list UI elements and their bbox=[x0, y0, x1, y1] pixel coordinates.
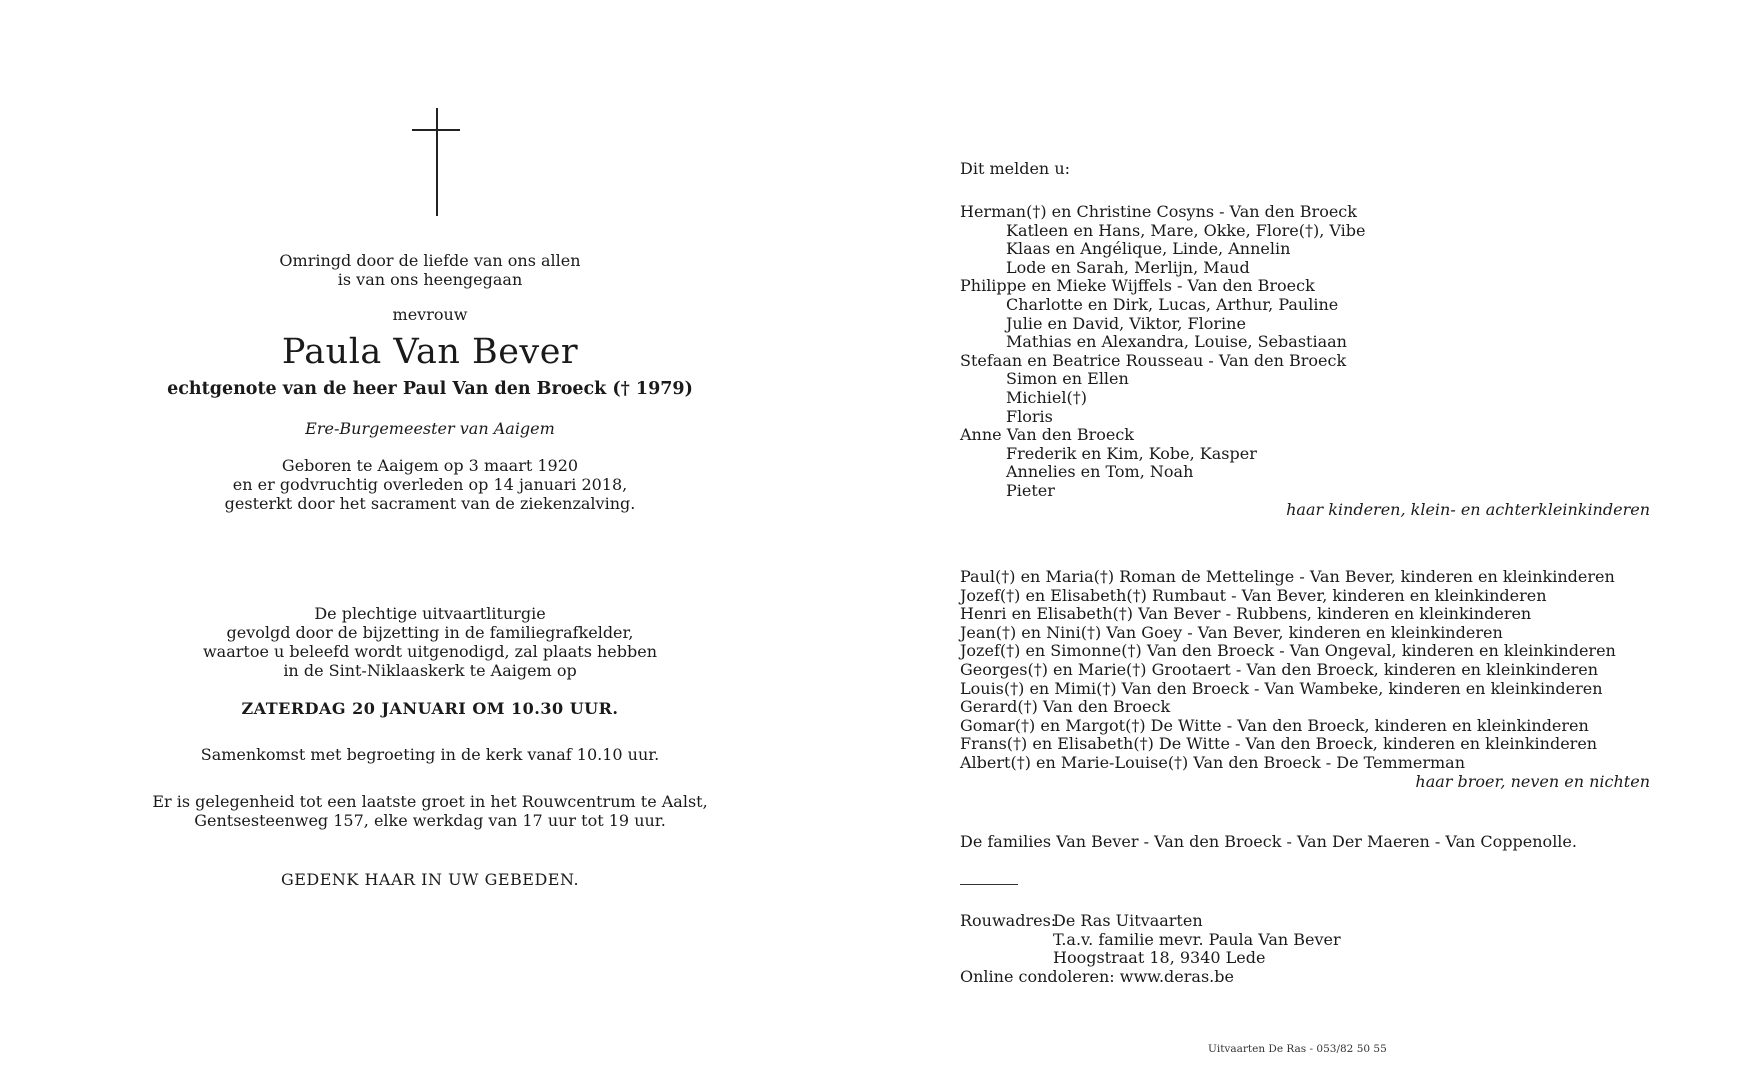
liturgy-text bbox=[110, 604, 750, 680]
liturgy-line: in de Sint-Niklaaskerk te Aaigem op bbox=[283, 661, 577, 680]
family-line: Annelies en Tom, Noah bbox=[1006, 462, 1194, 482]
family-line: Stefaan en Beatrice Rousseau - Van den Broeck bbox=[960, 350, 1347, 370]
birth-death-line: en er godvruchtig overleden op 14 januari 2018, bbox=[232, 475, 628, 494]
intro-line: Omringd door de liefde van ons allen bbox=[279, 251, 581, 270]
children-list bbox=[960, 203, 1650, 519]
address-line: De Ras Uitvaarten bbox=[1053, 911, 1203, 930]
left-panel bbox=[110, 0, 750, 1080]
address-line: T.a.v. familie mevr. Paula Van Bever bbox=[1053, 929, 1341, 949]
family-line: Floris bbox=[1006, 406, 1053, 426]
intro-line: is van ons heengegaan bbox=[337, 270, 523, 289]
divider bbox=[960, 884, 1018, 885]
sibling-line: Paul(†) en Maria(†) Roman de Mettelinge - Van Bever, kinderen en kleinkinderen bbox=[960, 567, 1615, 586]
families-line: De families Van Bever - Van den Broeck - Van Der Maeren - Van Coppenolle. bbox=[960, 832, 1577, 851]
footer-credit: Uitvaarten De Ras - 053/82 50 55 bbox=[1208, 1043, 1387, 1055]
sibling-line: Gerard(†) Van den Broeck bbox=[960, 697, 1171, 717]
right-panel bbox=[960, 0, 1660, 1080]
gathering-text: Samenkomst met begroeting in de kerk vanaf 10.10 uur. bbox=[200, 745, 660, 764]
children-signature: haar kinderen, klein- en achterkleinkinderen bbox=[1286, 499, 1650, 519]
birth-death-text bbox=[110, 456, 750, 513]
farewell-line: Gentsesteenweg 157, elke werkdag van 17 uur tot 19 uur. bbox=[194, 811, 666, 830]
cross-icon bbox=[412, 108, 462, 218]
birth-death-line: Geboren te Aaigem op 3 maart 1920 bbox=[281, 456, 579, 475]
siblings-list bbox=[960, 568, 1650, 791]
closing-text: GEDENK HAAR IN UW GEBEDEN. bbox=[280, 870, 580, 889]
family-line: Lode en Sarah, Merlijn, Maud bbox=[1006, 257, 1250, 277]
family-line: Pieter bbox=[1006, 480, 1055, 500]
intro-text bbox=[110, 251, 750, 289]
liturgy-line: De plechtige uitvaartliturgie bbox=[314, 604, 546, 623]
sibling-line: Gomar(†) en Margot(†) De Witte - Van den Broeck, kinderen en kleinkinderen bbox=[960, 715, 1589, 735]
mourning-address bbox=[960, 912, 1341, 986]
farewell-line: Er is gelegenheid tot een laatste groet in het Rouwcentrum te Aalst, bbox=[152, 792, 708, 811]
honorary-title: Ere-Burgemeester van Aaigem bbox=[305, 419, 555, 438]
address-label: Rouwadres: bbox=[960, 911, 1057, 930]
announcement-header: Dit melden u: bbox=[960, 159, 1071, 178]
family-line: Philippe en Mieke Wijffels - Van den Broeck bbox=[960, 276, 1315, 296]
sibling-line: Frans(†) en Elisabeth(†) De Witte - Van den Broeck, kinderen en kleinkinderen bbox=[960, 734, 1598, 754]
family-line: Katleen en Hans, Mare, Okke, Flore(†), Vibe bbox=[1006, 220, 1366, 240]
siblings-signature: haar broer, neven en nichten bbox=[1415, 771, 1650, 791]
spouse-line: echtgenote van de heer Paul Van den Broeck († 1979) bbox=[167, 379, 693, 399]
family-line: Charlotte en Dirk, Lucas, Arthur, Pauline bbox=[1006, 294, 1339, 314]
family-line: Julie en David, Viktor, Florine bbox=[1006, 313, 1246, 333]
family-line: Herman(†) en Christine Cosyns - Van den Broeck bbox=[960, 202, 1357, 221]
family-line: Michiel(†) bbox=[1006, 387, 1087, 407]
family-line: Frederik en Kim, Kobe, Kasper bbox=[1006, 443, 1257, 463]
farewell-text bbox=[110, 792, 750, 830]
sibling-line: Jozef(†) en Simonne(†) Van den Broeck - Van Ongeval, kinderen en kleinkinderen bbox=[960, 641, 1616, 661]
sibling-line: Georges(†) en Marie(†) Grootaert - Van den Broeck, kinderen en kleinkinderen bbox=[960, 659, 1598, 679]
sibling-line: Jozef(†) en Elisabeth(†) Rumbaut - Van Bever, kinderen en kleinkinderen bbox=[960, 585, 1547, 605]
sibling-line: Albert(†) en Marie-Louise(†) Van den Broeck - De Temmerman bbox=[960, 752, 1465, 772]
online-condolence: Online condoleren: www.deras.be bbox=[960, 966, 1234, 986]
family-line: Klaas en Angélique, Linde, Annelin bbox=[1006, 239, 1291, 259]
address-line: Hoogstraat 18, 9340 Lede bbox=[1053, 948, 1266, 968]
deceased-name: Paula Van Bever bbox=[281, 332, 579, 372]
family-line: Mathias en Alexandra, Louise, Sebastiaan bbox=[1006, 332, 1347, 352]
liturgy-line: waartoe u beleefd wordt uitgenodigd, zal plaats hebben bbox=[202, 642, 658, 661]
sibling-line: Henri en Elisabeth(†) Van Bever - Rubbens, kinderen en kleinkinderen bbox=[960, 604, 1532, 624]
liturgy-line: gevolgd door de bijzetting in de familiegrafkelder, bbox=[226, 623, 634, 642]
family-line: Simon en Ellen bbox=[1006, 369, 1129, 389]
birth-death-line: gesterkt door het sacrament van de ziekenzalving. bbox=[224, 494, 636, 513]
salutation: mevrouw bbox=[392, 305, 468, 324]
funeral-date: ZATERDAG 20 JANUARI OM 10.30 UUR. bbox=[241, 699, 619, 718]
family-line: Anne Van den Broeck bbox=[960, 425, 1134, 445]
sibling-line: Jean(†) en Nini(†) Van Goey - Van Bever, kinderen en kleinkinderen bbox=[960, 622, 1503, 642]
sibling-line: Louis(†) en Mimi(†) Van den Broeck - Van Wambeke, kinderen en kleinkinderen bbox=[960, 678, 1603, 698]
